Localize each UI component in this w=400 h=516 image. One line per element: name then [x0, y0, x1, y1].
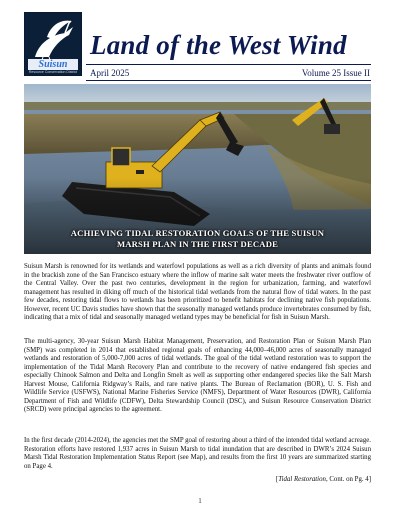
logo-subtitle: Resource Conservation District [28, 70, 78, 74]
masthead-rule-top [86, 64, 371, 65]
headline-line-1: ACHIEVING TIDAL RESTORATION GOALS OF THE SUISUN [70, 228, 325, 238]
masthead-rule-bottom [86, 80, 371, 81]
issue-volume: Volume 25 Issue II [301, 68, 370, 78]
logo-wordmark: Suisun [28, 59, 78, 70]
continued-page: , Cont. on Pg. 4] [325, 476, 371, 483]
issue-date: April 2025 [90, 68, 130, 78]
article-paragraph-3: In the first decade (2014-2024), the agencies met the SMP goal of restoring about a third of the intended tidal wetland acreage. Restoration efforts have restored 1,937 acres in Suisun Marsh to tidal inundation that are described in DWR’s 2024 Suisun Marsh Tidal Restoration Implementation Status Report (see Map), and results from the first 10 years are summarized starting on Page 4. [24, 437, 371, 470]
article-headline [30, 228, 365, 249]
masthead-title: Land of the West Wind [90, 30, 347, 60]
continued-open: [ [275, 476, 279, 483]
continued-topic: Tidal Restoration [278, 476, 326, 483]
article-paragraph-2: The multi-agency, 30-year Suisun Marsh Habitat Management, Preservation, and Restoration Plan or Suisun Marsh Plan (SMP) was completed in 2014 that established regional goals of enhancing 44,000–46,000 acres of seasonally managed wetlands and restoration of 5,000-7,000 acres of tidal wetlands. The goal of the tidal wetland restoration was to support the implementation of the Tidal Marsh Recovery Plan and contribute to the recovery of native endangered fish species and especially Chinook Salmon and Delta and Longfin Smelt as well as supporting other endangered species like the Salt Marsh Harvest Mouse, California Ridgway’s Rails, and rare native plants. The Bureau of Reclamation (BOR), U. S. Fish and Wildlife Service (USFWS), National Marine Fisheries Service (NMFS), Department of Water Resources (DWR), California Department of Fish and Wildlife (CDFW), Delta Stewardship Council (DSC), and Suisun Resource Conservation District (SRCD) were principal agencies to the agreement. [24, 338, 371, 414]
page-number: 1 [198, 497, 202, 505]
continued-note [276, 476, 371, 483]
headline-line-2: MARSH PLAN IN THE FIRST DECADE [116, 238, 279, 249]
logo [24, 12, 82, 76]
article-paragraph-1: Suisun Marsh is renowned for its wetlands and waterfowl populations as well as a rich diversity of plants and animals found in the brackish zone of the San Francisco estuary where the inflow of marine salt water meets the freshwater river outflow of the Central Valley. Over the past two centuries, development in the region for urbanization, farming, and waterfowl management has resulted in diking off much of the historical tidal wetlands from the natural flow of tidal waters. In the past few decades, restoring tidal flows to wetlands has been prioritized to benefit habitats for declining native fish populations. However, recent UC Davis studies have shown that the seasonally managed wetlands produce invertebrates consumed by fish, indicating that a mix of tidal and seasonally managed wetland types may be beneficial for fish in Suisun Marsh. [24, 263, 371, 322]
